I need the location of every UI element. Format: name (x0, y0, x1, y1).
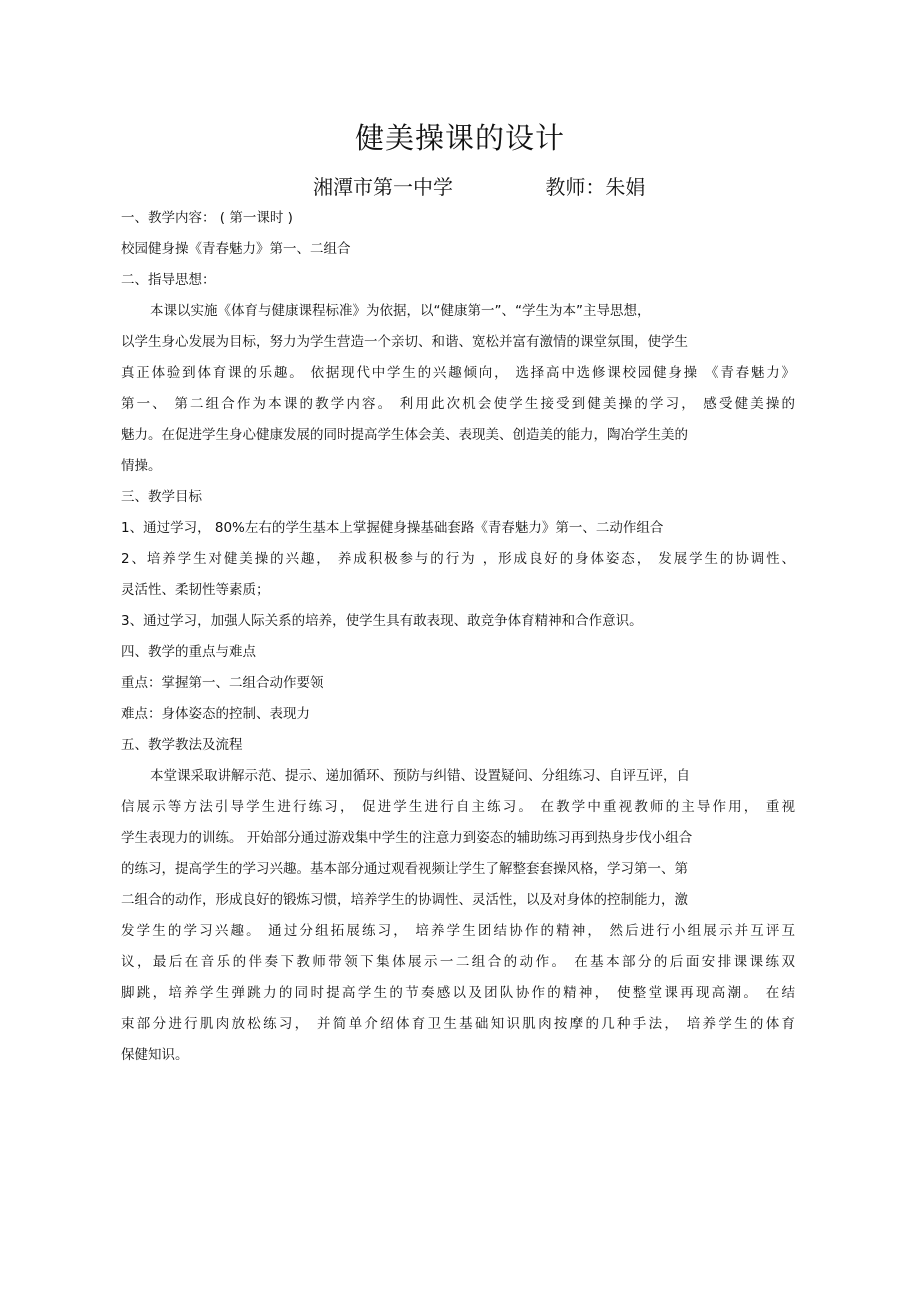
paragraph-line: 保健知识。 (121, 1047, 189, 1063)
document-subtitle (313, 172, 645, 202)
paragraph-line: 信展示等方法引导学生进行练习， 促进学生进行自主练习。 在教学中重视教师的主导作用， 重视 (121, 799, 795, 815)
goal-item: 3、通过学习，加强人际关系的培养，使学生具有敢表现、敢竞争体育精神和合作意识。 (121, 613, 643, 629)
section-heading-goals: 三、教学目标 (121, 489, 202, 505)
key-point: 重点：掌握第一、二组合动作要领 (121, 675, 324, 691)
paragraph-line: 情操。 (121, 458, 162, 474)
paragraph-line: 发学生的学习兴趣。 通过分组拓展练习， 培养学生团结协作的精神， 然后进行小组展示并互评互 (121, 923, 795, 939)
goal-item: 2、培养学生对健美操的兴趣， 养成积极参与的行为 ，形成良好的身体姿态， 发展学生的协调性、 (121, 551, 795, 567)
paragraph-line: 的练习，提高学生的学习兴趣。基本部分通过观看视频让学生了解整套套操风格，学习第一、第 (121, 861, 688, 877)
paragraph-line: 束部分进行肌肉放松练习， 并简单介绍体育卫生基础知识肌肉按摩的几种手法， 培养学生的体育 (121, 1016, 795, 1032)
paragraph-line: 真正体验到体育课的乐趣。 依据现代中学生的兴趣倾向， 选择高中选修课校园健身操 《青春魅力》 (121, 365, 795, 381)
document-title: 健美操课的设计 (354, 121, 565, 155)
section-heading-methods: 五、教学教法及流程 (121, 737, 243, 753)
difficult-point: 难点：身体姿态的控制、表现力 (121, 706, 310, 722)
goal-item: 灵活性、柔韧性等素质； (121, 582, 270, 598)
section-heading-guiding: 二、指导思想： (121, 272, 216, 288)
paragraph-line: 二组合的动作，形成良好的锻炼习惯，培养学生的协调性、灵活性，以及对身体的控制能力，激 (121, 892, 688, 908)
paragraph-line: 学生表现力的训练。 开始部分通过游戏集中学生的注意力到姿态的辅助练习再到热身步伐小组合 (121, 830, 693, 846)
paragraph-line: 脚跳，培养学生弹跳力的同时提高学生的节奏感以及团队协作的精神， 使整堂课再现高潮。 在结 (121, 985, 795, 1001)
paragraph-line: 本堂课采取讲解示范、提示、递加循环、预防与纠错、设置疑问、分组练习、自评互评，自 (150, 768, 690, 784)
paragraph-line: 以学生身心发展为目标，努力为学生营造一个亲切、和谐、宽松并富有激情的课堂氛围，使学生 (121, 334, 688, 350)
paragraph-line: 本课以实施《体育与健康课程标准》为依据，以“健康第一”、“学生为本”主导思想， (150, 303, 651, 319)
paragraph-line: 议，最后在音乐的伴奏下教师带领下集体展示一二组合的动作。 在基本部分的后面安排课课练双 (121, 954, 795, 970)
section-heading-content: 一、教学内容： ( 第一课时 ) (121, 210, 293, 226)
teacher-name: 教师：朱娟 (545, 175, 646, 199)
goal-item: 1、通过学习， 80%左右的学生基本上掌握健身操基础套路《青春魅力》第一、二动作组合 (121, 520, 664, 536)
school-name: 湘潭市第一中学 (313, 175, 453, 199)
section-heading-keypoints: 四、教学的重点与难点 (121, 644, 256, 660)
paragraph-line: 魅力。在促进学生身心健康发展的同时提高学生体会美、表现美、创造美的能力，陶冶学生美的 (121, 427, 688, 443)
paragraph-line: 第一、 第二组合作为本课的教学内容。 利用此次机会使学生接受到健美操的学习， 感受健美操的 (121, 396, 795, 412)
paragraph-line: 校园健身操《青春魅力》第一、二组合 (121, 241, 351, 257)
